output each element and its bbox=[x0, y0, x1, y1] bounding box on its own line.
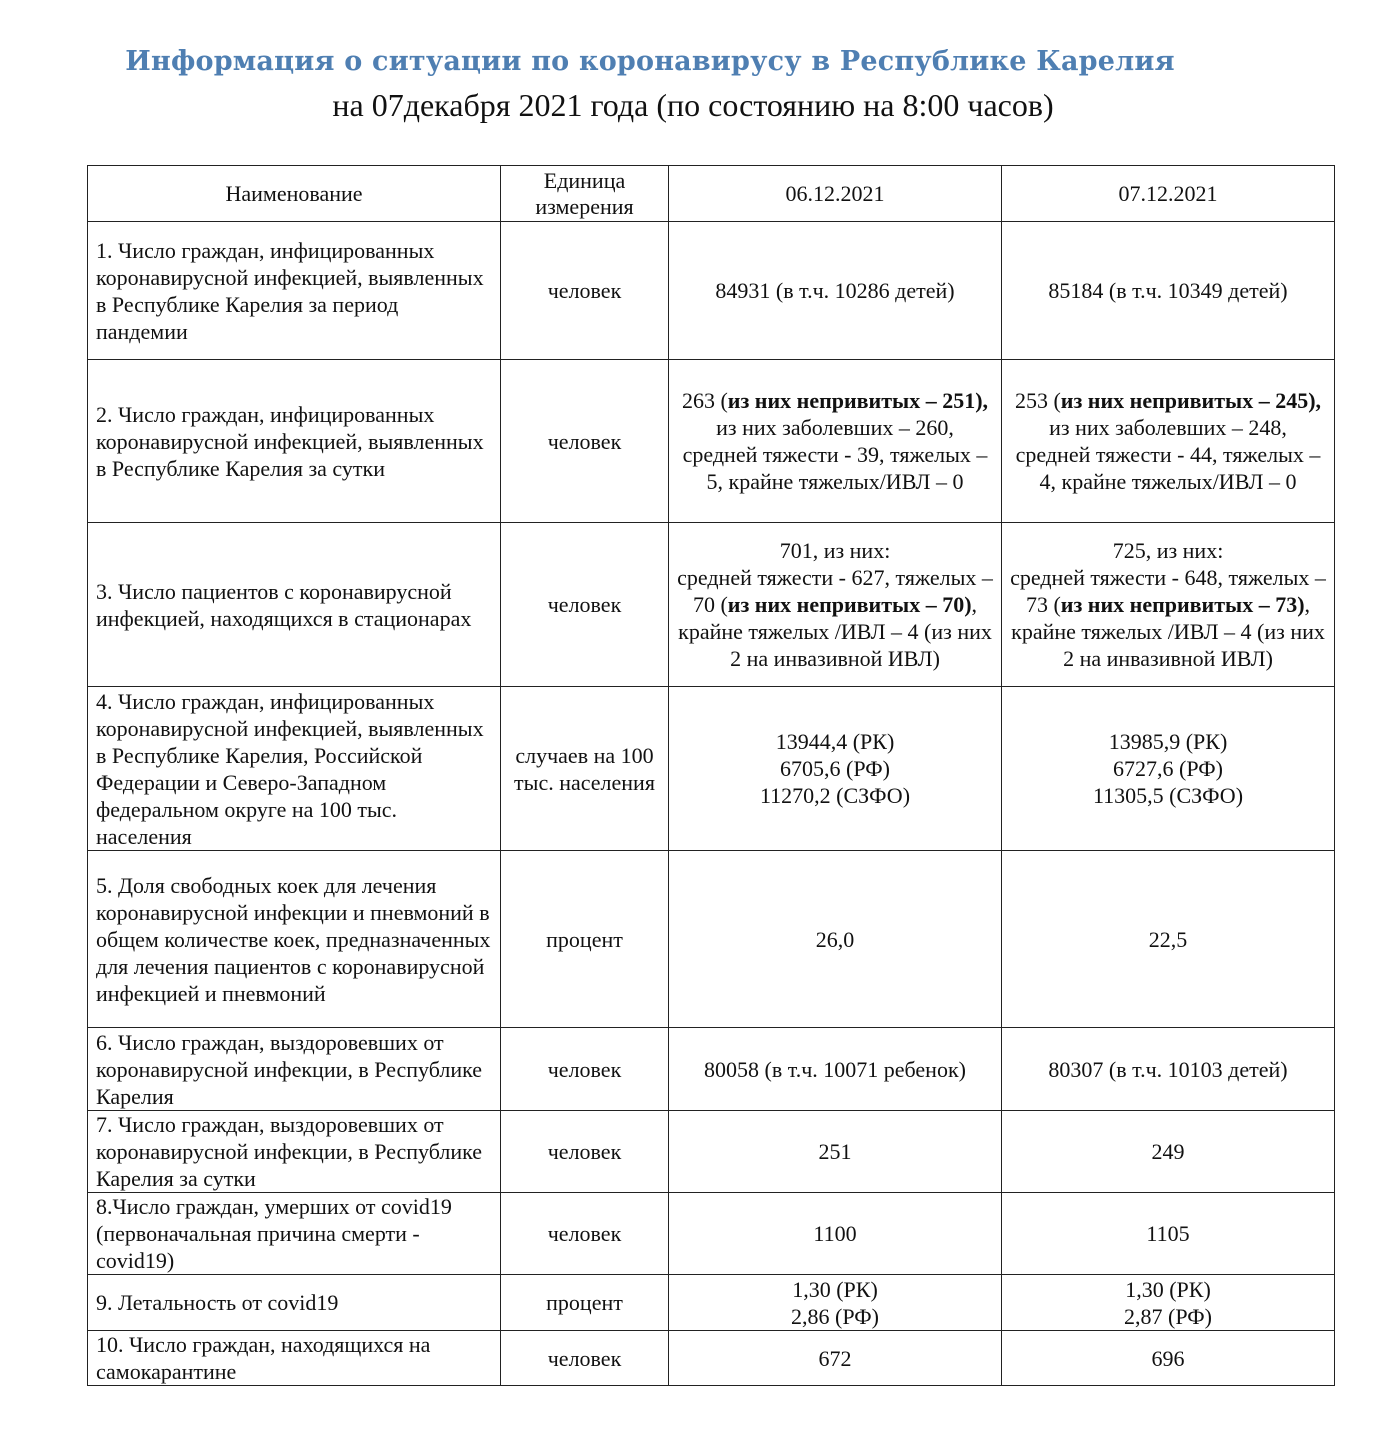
value-part: , крайне тяжелых /ИВЛ – 4 (из них 2 на инвазивной ИВЛ) bbox=[678, 592, 992, 671]
row-value-date-2 bbox=[1002, 360, 1335, 523]
row-name: 2. Число граждан, инфицированных коронавирусной инфекцией, выявленных в Республике Карелия за сутки bbox=[88, 360, 501, 523]
table-row bbox=[88, 222, 1335, 360]
row-unit: человек bbox=[501, 1028, 669, 1111]
row-value-date-1: 84931 (в т.ч. 10286 детей) bbox=[669, 222, 1002, 360]
row-value-date-1 bbox=[669, 360, 1002, 523]
value-part: 701, из них: bbox=[779, 538, 891, 563]
row-value-date-2: 249 bbox=[1002, 1111, 1335, 1193]
row-unit: человек bbox=[501, 360, 669, 523]
value-part: 725, из них: bbox=[1112, 538, 1224, 563]
row-unit: человек bbox=[501, 523, 669, 687]
table-row bbox=[88, 687, 1335, 851]
row-value-date-2: 85184 (в т.ч. 10349 детей) bbox=[1002, 222, 1335, 360]
value-line: 13944,4 (РК) bbox=[775, 729, 895, 754]
row-value-date-1: 251 bbox=[669, 1111, 1002, 1193]
row-name: 5. Доля свободных коек для лечения коронавирусной инфекции и пневмоний в общем количестве коек, предназначенных для лечения пациентов с коронавирусной инфекцией и пневмоний bbox=[88, 851, 501, 1028]
row-unit: процент bbox=[501, 851, 669, 1028]
value-part: средней тяжести - 648, тяжелых – 73 ( bbox=[1010, 565, 1326, 617]
value-line: 11305,5 (СЗФО) bbox=[1092, 783, 1244, 808]
document-subtitle: на 07декабря 2021 года (по состоянию на 8:00 часов) bbox=[332, 87, 1054, 123]
row-value-date-1: 80058 (в т.ч. 10071 ребенок) bbox=[669, 1028, 1002, 1111]
row-unit: случаев на 100 тыс. населения bbox=[501, 687, 669, 851]
row-name: 6. Число граждан, выздоровевших от коронавирусной инфекции, в Республике Карелия bbox=[88, 1028, 501, 1111]
column-header-name: Наименование bbox=[88, 166, 501, 222]
row-value-date-1: 1100 bbox=[669, 1193, 1002, 1275]
row-value-date-2 bbox=[1002, 687, 1335, 851]
row-name: 1. Число граждан, инфицированных коронавирусной инфекцией, выявленных в Республике Карелия за период пандемии bbox=[88, 222, 501, 360]
row-value-date-1 bbox=[669, 687, 1002, 851]
value-line: 6727,6 (РФ) bbox=[1113, 756, 1223, 781]
table-row bbox=[88, 851, 1335, 1028]
value-line: 1,30 (РК) bbox=[1125, 1276, 1211, 1302]
value-part: 253 ( bbox=[1014, 388, 1061, 413]
row-name: 10. Число граждан, находящихся на самокарантине bbox=[88, 1331, 501, 1386]
value-line: 2,87 (РФ) bbox=[1124, 1303, 1212, 1329]
table-row bbox=[88, 1275, 1335, 1331]
value-emphasis: из них непривитых – 245), bbox=[1060, 388, 1322, 413]
row-value-date-1 bbox=[669, 523, 1002, 687]
row-unit: процент bbox=[501, 1275, 669, 1331]
row-unit: человек bbox=[501, 1331, 669, 1386]
row-name: 7. Число граждан, выздоровевших от коронавирусной инфекции, в Республике Карелия за сутки bbox=[88, 1111, 501, 1193]
row-name: 4. Число граждан, инфицированных коронавирусной инфекцией, выявленных в Республике Карелия, Российской Федерации и Северо-Западном федеральном округе на 100 тыс. населения bbox=[88, 687, 501, 851]
covid-statistics-table bbox=[87, 165, 1335, 1386]
row-value-date-1: 26,0 bbox=[669, 851, 1002, 1028]
row-unit: человек bbox=[501, 1193, 669, 1275]
value-line: 6705,6 (РФ) bbox=[780, 756, 890, 781]
table-row bbox=[88, 1331, 1335, 1386]
row-name: 3. Число пациентов с коронавирусной инфекцией, находящихся в стационарах bbox=[88, 523, 501, 687]
document-title: Информация о ситуации по коронавирусу в Республике Карелия bbox=[125, 46, 1175, 77]
row-value-date-2: 696 bbox=[1002, 1331, 1335, 1386]
row-name: 9. Летальность от covid19 bbox=[88, 1275, 501, 1331]
column-header-unit: Единица измерения bbox=[501, 166, 669, 222]
value-part: из них заболевших – 248, средней тяжести - 44, тяжелых – 4, крайне тяжелых/ИВЛ – 0 bbox=[1015, 415, 1321, 494]
value-emphasis: из них непривитых – 73) bbox=[1060, 592, 1305, 617]
value-emphasis: из них непривитых – 70) bbox=[727, 592, 972, 617]
row-value-date-1: 672 bbox=[669, 1331, 1002, 1386]
value-line: 2,86 (РФ) bbox=[791, 1303, 879, 1329]
value-part: 263 ( bbox=[681, 388, 728, 413]
value-emphasis: из них непривитых – 251), bbox=[727, 388, 989, 413]
value-line: 11270,2 (СЗФО) bbox=[759, 783, 911, 808]
table-row bbox=[88, 1028, 1335, 1111]
row-value-date-1 bbox=[669, 1275, 1002, 1331]
table-row bbox=[88, 360, 1335, 523]
table-row bbox=[88, 523, 1335, 687]
row-unit: человек bbox=[501, 222, 669, 360]
row-value-date-2: 80307 (в т.ч. 10103 детей) bbox=[1002, 1028, 1335, 1111]
row-value-date-2: 22,5 bbox=[1002, 851, 1335, 1028]
value-part: , крайне тяжелых /ИВЛ – 4 (из них 2 на инвазивной ИВЛ) bbox=[1011, 592, 1325, 671]
value-line: 1,30 (РК) bbox=[792, 1276, 878, 1302]
row-unit: человек bbox=[501, 1111, 669, 1193]
row-value-date-2 bbox=[1002, 1275, 1335, 1331]
table-row bbox=[88, 1193, 1335, 1275]
value-line: 13985,9 (РК) bbox=[1108, 729, 1228, 754]
value-part: средней тяжести - 627, тяжелых – 70 ( bbox=[677, 565, 993, 617]
row-name: 8.Число граждан, умерших от covid19 (первоначальная причина смерти - covid19) bbox=[88, 1193, 501, 1275]
row-value-date-2: 1105 bbox=[1002, 1193, 1335, 1275]
column-header-date-1: 06.12.2021 bbox=[669, 166, 1002, 222]
table-header-row bbox=[88, 166, 1335, 222]
column-header-date-2: 07.12.2021 bbox=[1002, 166, 1335, 222]
value-part: из них заболевших – 260, средней тяжести - 39, тяжелых – 5, крайне тяжелых/ИВЛ – 0 bbox=[682, 415, 988, 494]
row-value-date-2 bbox=[1002, 523, 1335, 687]
table-row bbox=[88, 1111, 1335, 1193]
